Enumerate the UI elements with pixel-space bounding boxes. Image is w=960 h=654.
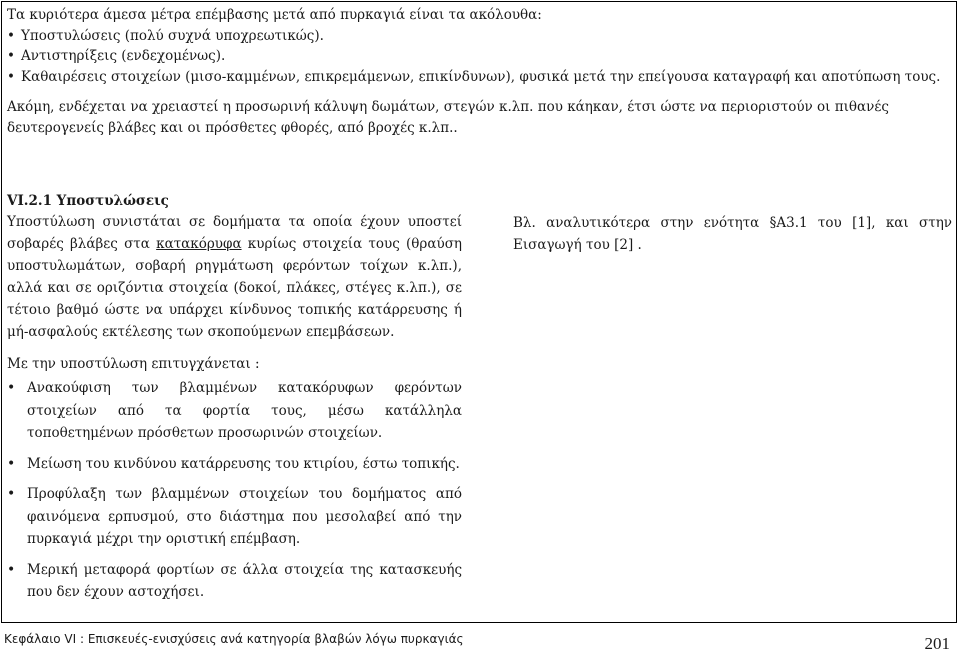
section-heading: VI.2.1 Υποστυλώσεις [7, 193, 169, 209]
list-item: • Προφύλαξη των βλαμμένων στοιχείων του δομήματος από φαινόμενα ερπυσμού, στο διάστημα που μεσολαβεί από την πυρκαγιά μέχρι την οριστική επέμβαση. [7, 483, 462, 551]
section-bullet-list [7, 377, 462, 604]
section-paragraph-1 [7, 211, 462, 343]
text-run: Υποστύλωση συνιστάται σε δομήματα τα οποία έχουν υποστεί σοβαρές βλάβες στα [7, 214, 462, 252]
list-item: • Καθαιρέσεις στοιχείων (μισο-καμμένων, επικρεμάμενων, επικίνδυνων), φυσικά μετά την επείγουσα καταγραφή και αποτύπωση τους. [7, 67, 953, 88]
page-number: 201 [924, 634, 950, 653]
list-item: • Αντιστηρίξεις (ενδεχομένως). [7, 46, 953, 67]
intro-bullet-list [7, 26, 953, 88]
section-shoring [7, 191, 462, 604]
section-paragraph-2: Με την υποστύλωση επιτυγχάνεται : [7, 356, 260, 372]
list-item: • Ανακούφιση των βλαμμένων κατακόρυφων φερόντων στοιχείων από τα φορτία τους, μέσω κατάλληλα τοποθετημένων πρόσθετων προσωρινών στοιχείων. [7, 377, 462, 445]
footer-chapter: Κεφάλαιο VI : Επισκευές-ενισχύσεις ανά κατηγορία βλαβών λόγω πυρκαγιάς [4, 632, 464, 646]
list-item: • Υποστυλώσεις (πολύ συχνά υποχρεωτικώς). [7, 26, 953, 47]
side-note: Βλ. αναλυτικότερα στην ενότητα §Α3.1 του [1], και στην Εισαγωγή του [2] . [513, 215, 952, 253]
text-run: κυρίως στοιχεία τους (θραύση υποστυλωμάτων, σοβαρή ρηγμάτωση φερόντων τοίχων κ.λπ.), αλλά και σε οριζόντια στοιχεία (δοκοί, πλάκες, στέγες κ.λπ.), σε τέτοιο βαθμό ώστε να υπάρχει κίνδυνος τοπικής κατάρρευσης ή μή-ασφαλούς εκτέλεσης των σκοπούμενων επεμβάσεων. [7, 236, 462, 340]
underlined-term: κατακόρυφα [156, 236, 242, 252]
list-item: • Μείωση του κινδύνου κατάρρευσης του κτιρίου, έστω τοπικής. [7, 453, 462, 476]
intro-block [7, 5, 953, 138]
list-item: • Μερική μεταφορά φορτίων σε άλλα στοιχεία της κατασκευής που δεν έχουν αστοχήσει. [7, 559, 462, 604]
intro-paragraph: Ακόμη, ενδέχεται να χρειαστεί η προσωρινή κάλυψη δωμάτων, στεγών κ.λπ. που κάηκαν, έτσι ώστε να περιοριστούν οι πιθανές δευτερογενείς βλάβες και οι πρόσθετες φθορές, από βροχές κ.λπ.. [7, 99, 889, 136]
intro-line: Τα κυριότερα άμεσα μέτρα επέμβασης μετά από πυρκαγιά είναι τα ακόλουθα: [7, 7, 542, 23]
